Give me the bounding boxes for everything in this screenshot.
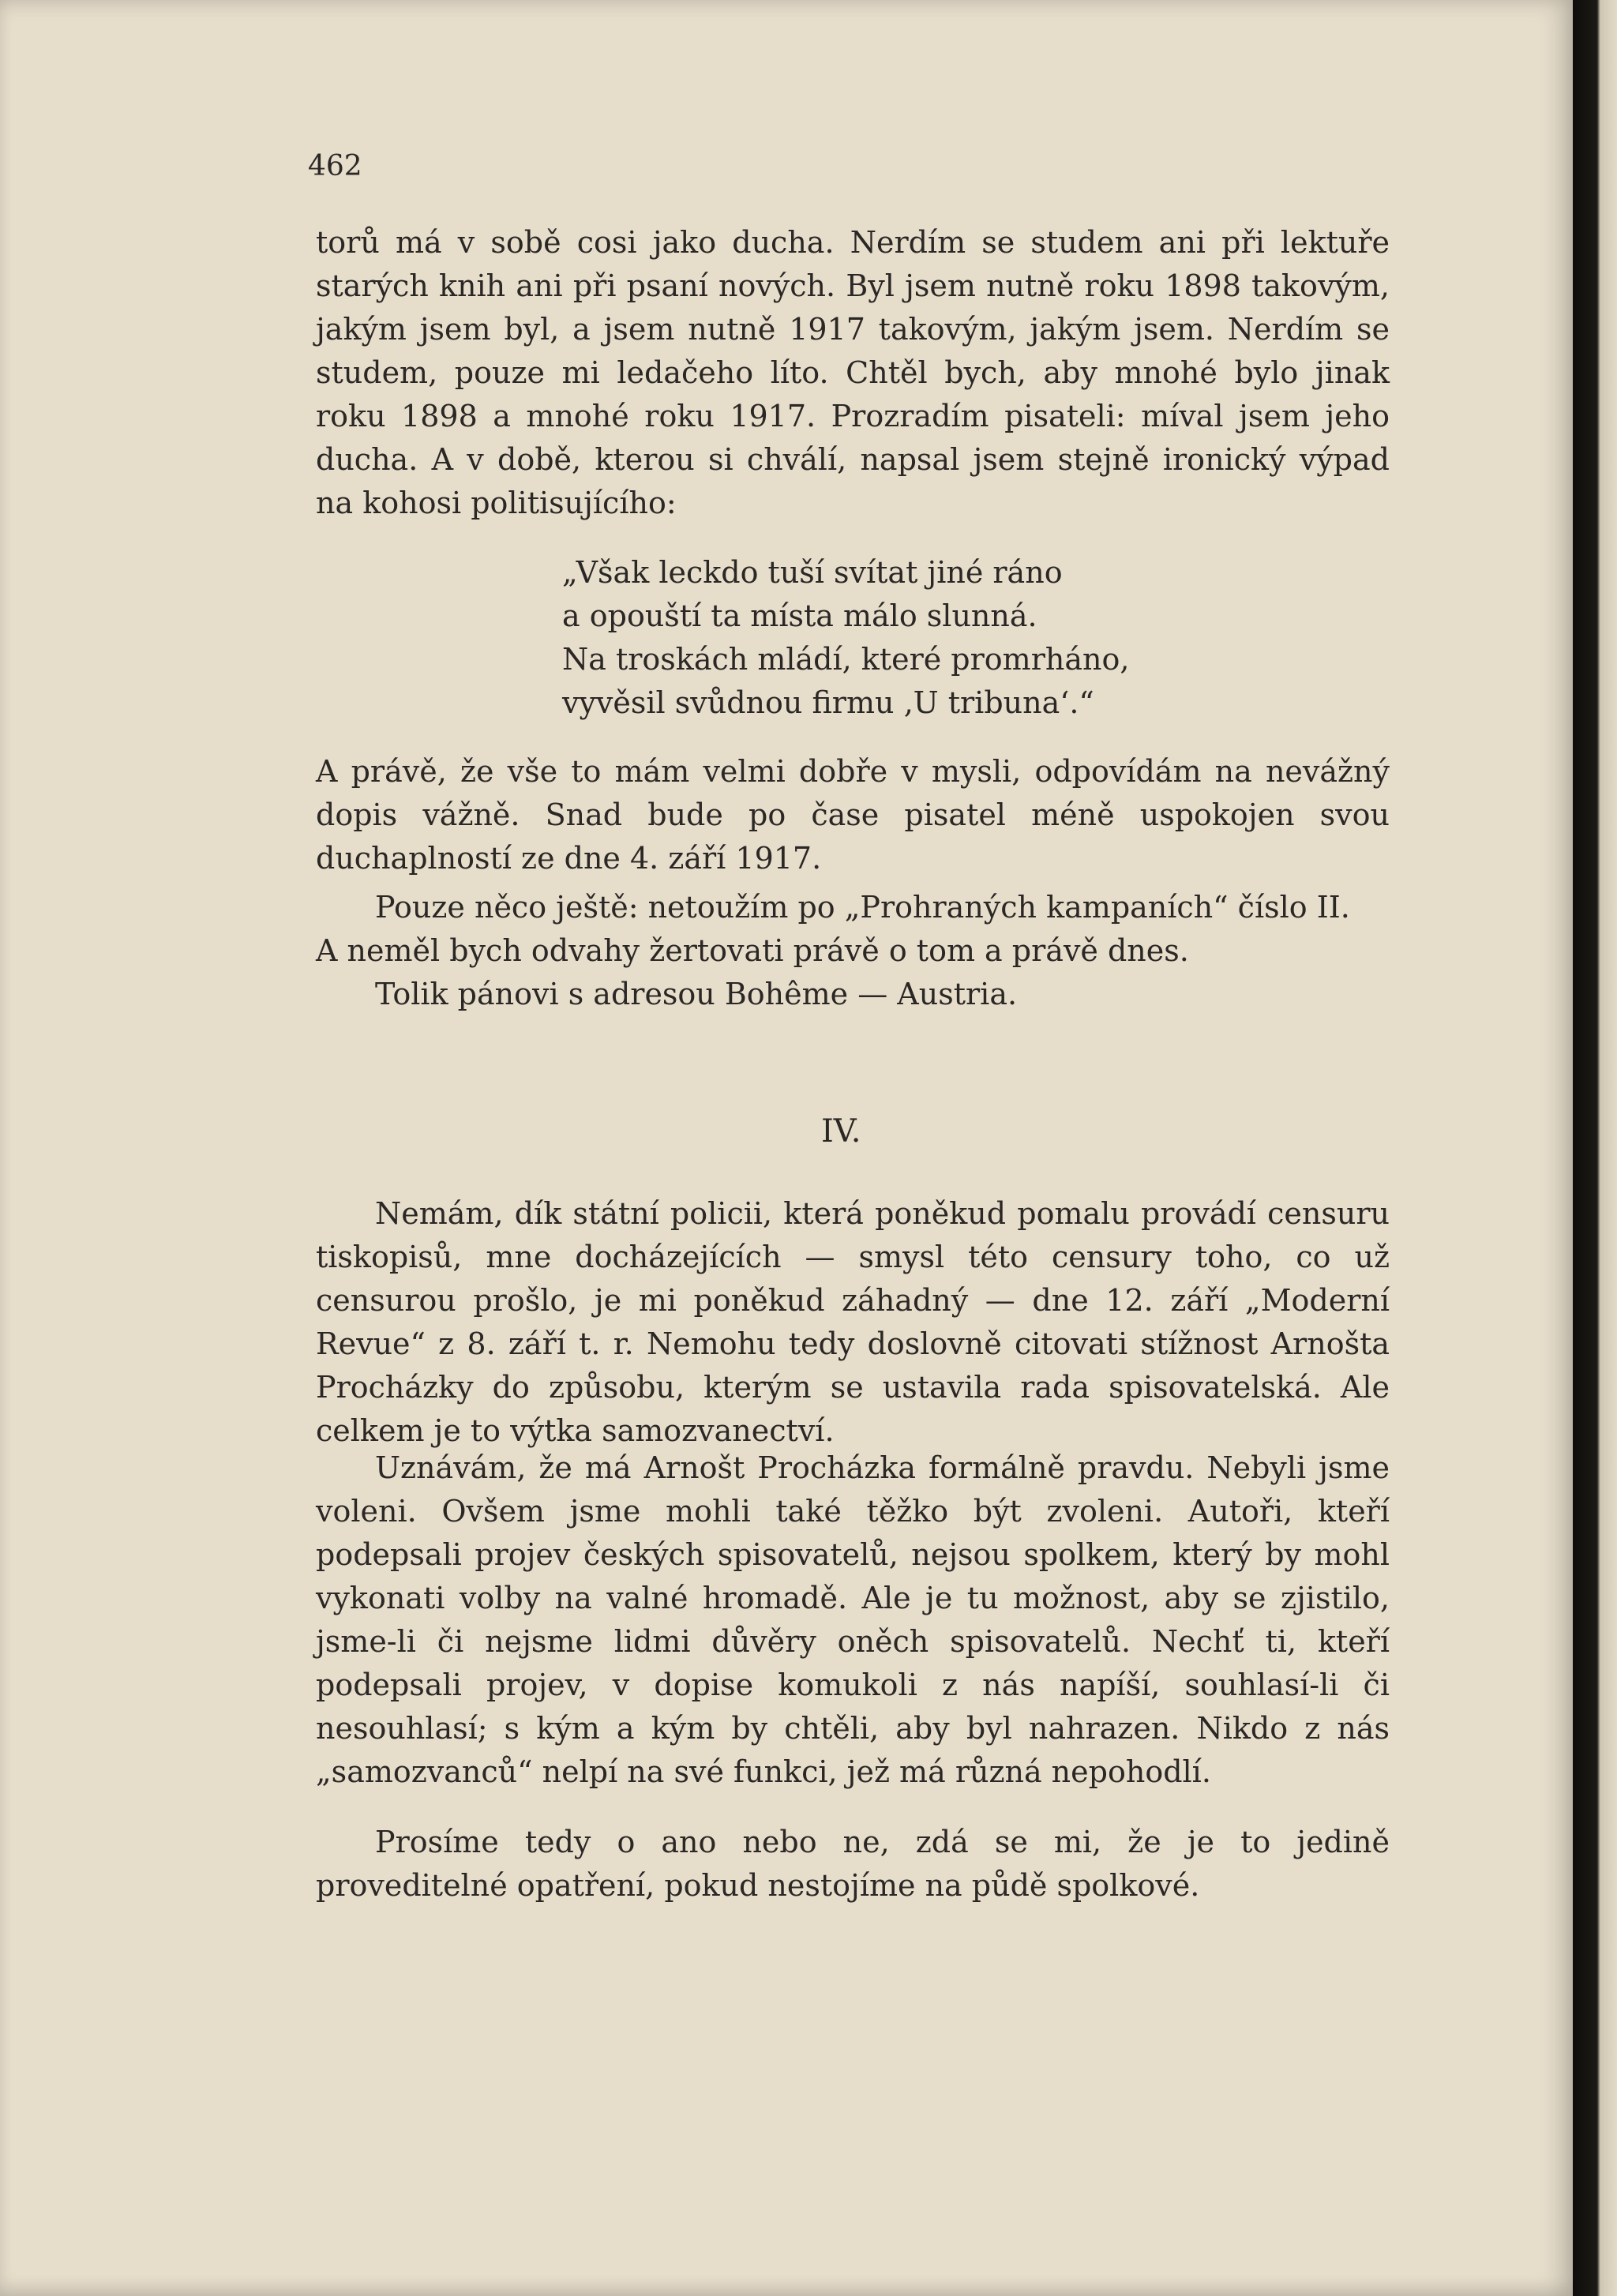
section-heading: IV. [821, 1113, 861, 1150]
verse-line-2: a opouští ta místa málo slunná. [562, 598, 1037, 633]
paragraph-4-text: Tolik pánovi s adresou Bohême — Austria. [375, 977, 1018, 1011]
page-number: 462 [308, 150, 362, 182]
book-spine-shadow [1573, 0, 1617, 2296]
verse-line-1: „Však leckdo tuší svítat jiné ráno [562, 555, 1063, 590]
paragraph-7 [316, 1821, 1390, 1908]
paragraph-3b-text: A neměl bych odvahy žertovati právě o tom a právě dnes. [316, 933, 1189, 968]
verse-line-4: vyvěsil svůdnou firmu ‚U tribuna‘.“ [562, 685, 1094, 720]
paragraph-6 [316, 1446, 1390, 1794]
paragraph-6-text: Uznávám, že má Arnošt Procházka formálně pravdu. Nebyli jsme voleni. Ovšem jsme mohli také těžko být zvoleni. Autoři, kteří podepsali projev českých spisovatelů, nejsou spolkem, který by mohl vykonati volby na valné hromadě. Ale je tu možnost, aby se zjistilo, jsme-li či nejsme lidmi důvěry oněch spisovatelů. Nechť ti, kteří podepsali projev, v dopise komukoli z nás napíší, souhlasí-li či nesouhlasí; s kým a kým by chtěli, aby byl nahrazen. Nikdo z nás „samozvanců“ nelpí na své funkci, jež má různá nepohodlí. [316, 1450, 1390, 1789]
paragraph-4 [316, 973, 1390, 1016]
verse-line-3: Na troskách mládí, které promrháno, [562, 642, 1130, 677]
paragraph-1 [316, 221, 1390, 525]
paragraph-2-text: A právě, že vše to mám velmi dobře v mysli, odpovídám na nevážný dopis vážně. Snad bude po čase pisatel méně uspokojen svou duchaplností ze dne 4. září 1917. [316, 754, 1390, 876]
paragraph-7-text: Prosíme tedy o ano nebo ne, zdá se mi, že je to jedině proveditelné opatření, pokud nestojíme na půdě spolkové. [316, 1825, 1390, 1903]
verse-quote [562, 551, 1129, 725]
paragraph-3-text: Pouze něco ještě: netoužím po „Prohraných kampaních“ číslo II. [375, 890, 1350, 925]
paragraph-1-text: torů má v sobě cosi jako ducha. Nerdím se studem ani při lektuře starých knih ani při psaní nových. Byl jsem nutně roku 1898 takovým, jakým jsem byl, a jsem nutně 1917 takovým, jakým jsem. Nerdím se studem, pouze mi ledačeho líto. Chtěl bych, aby mnohé bylo jinak roku 1898 a mnohé roku 1917. Prozradím pisateli: míval jsem jeho ducha. A v době, kterou si chválí, napsal jsem stejně ironický výpad na kohosi politisujícího: [316, 225, 1390, 520]
paragraph-2 [316, 750, 1390, 880]
paragraph-5 [316, 1192, 1390, 1453]
paragraph-5-text: Nemám, dík státní policii, která poněkud pomalu provádí censuru tiskopisů, mne docházejících — smysl této censury toho, co už censurou prošlo, je mi poněkud záhadný — dne 12. září „Moderní Revue“ z 8. září t. r. Nemohu tedy doslovně citovati stížnost Arnošta Procházky do způsobu, kterým se ustavila rada spisovatelská. Ale celkem je to výtka samozvanectví. [316, 1196, 1390, 1448]
paragraph-3 [316, 886, 1390, 973]
